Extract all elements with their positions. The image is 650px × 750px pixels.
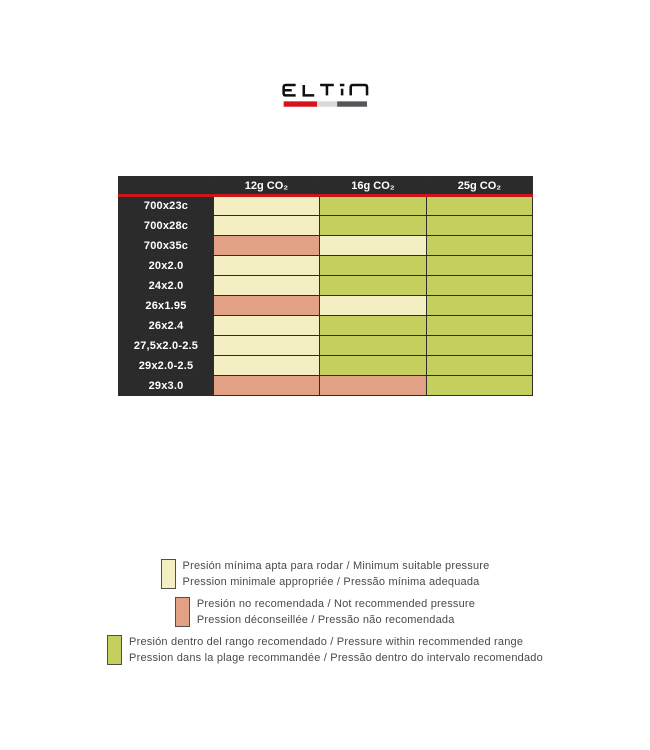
pressure-cell-rec: [320, 216, 427, 236]
logo-bar-dark: [337, 101, 367, 106]
table-row: [119, 316, 533, 336]
header-cell: 16g CO₂: [320, 177, 427, 196]
tire-size-label: 29x2.0-2.5: [119, 356, 214, 376]
tire-size-label: 700x35c: [119, 236, 214, 256]
pressure-cell-rec: [427, 256, 533, 276]
pressure-cell-not: [320, 376, 427, 396]
legend-text-line1: Presión mínima apta para rodar / Minimum suitable pressure: [182, 560, 490, 572]
table-body: [119, 196, 533, 396]
logo-bar-red: [284, 101, 317, 106]
logo-letter-n: [351, 85, 367, 95]
logo-bar-gray: [317, 101, 337, 106]
legend-swatch-min: [161, 559, 176, 589]
table-row: [119, 276, 533, 296]
legend-text: [129, 634, 543, 666]
pressure-cell-not: [214, 296, 320, 316]
legend-swatch-rec: [107, 635, 122, 665]
pressure-cell-min: [214, 276, 320, 296]
table-row: [119, 216, 533, 236]
co2-pressure-table: [118, 176, 533, 396]
pressure-cell-min: [214, 336, 320, 356]
pressure-cell-rec: [320, 276, 427, 296]
pressure-cell-rec: [427, 236, 533, 256]
legend-text: [197, 596, 475, 628]
pressure-cell-rec: [427, 276, 533, 296]
legend-item-min: [161, 558, 490, 590]
table-row: [119, 336, 533, 356]
legend-text-line2: Pression minimale appropriée / Pressão mínima adequada: [182, 576, 480, 588]
eltin-logo: [281, 82, 369, 113]
legend-item-rec: [107, 634, 543, 666]
pressure-cell-rec: [320, 316, 427, 336]
tire-size-label: 27,5x2.0-2.5: [119, 336, 214, 356]
pressure-cell-not: [214, 376, 320, 396]
tire-size-label: 26x1.95: [119, 296, 214, 316]
table-header-row: [119, 177, 533, 196]
pressure-cell-rec: [427, 296, 533, 316]
logo-letter-l: [304, 85, 314, 95]
header-cell: 12g CO₂: [214, 177, 320, 196]
pressure-cell-not: [214, 236, 320, 256]
legend-item-not: [175, 596, 475, 628]
header-corner-cell: [119, 177, 214, 196]
pressure-cell-min: [320, 296, 427, 316]
legend-text-line2: Pression dans la plage recommandée / Pressão dentro do intervalo recomendado: [129, 652, 543, 664]
tire-size-label: 24x2.0: [119, 276, 214, 296]
tire-size-label: 700x28c: [119, 216, 214, 236]
legend-text-line1: Presión dentro del rango recomendado / Pressure within recommended range: [129, 636, 524, 648]
logo-letter-t: [320, 85, 334, 95]
pressure-cell-rec: [427, 356, 533, 376]
pressure-cell-min: [320, 236, 427, 256]
table-row: [119, 356, 533, 376]
table-row: [119, 376, 533, 396]
pressure-cell-rec: [320, 356, 427, 376]
tire-size-label: 700x23c: [119, 196, 214, 216]
pressure-cell-rec: [427, 196, 533, 216]
pressure-cell-min: [214, 196, 320, 216]
pressure-cell-min: [214, 356, 320, 376]
legend-text: [183, 558, 490, 590]
pressure-cell-min: [214, 216, 320, 236]
table-row: [119, 196, 533, 216]
legend: [0, 558, 650, 666]
pressure-cell-rec: [320, 256, 427, 276]
table-row: [119, 236, 533, 256]
logo-letter-i: [340, 85, 344, 95]
legend-text-line2: Pression déconseillée / Pressão não recomendada: [196, 614, 455, 626]
pressure-cell-rec: [427, 316, 533, 336]
header-cell: 25g CO₂: [427, 177, 533, 196]
pressure-cell-rec: [427, 216, 533, 236]
pressure-cell-rec: [427, 336, 533, 356]
legend-swatch-not: [175, 597, 190, 627]
tire-size-label: 26x2.4: [119, 316, 214, 336]
pressure-cell-rec: [427, 376, 533, 396]
legend-text-line1: Presión no recomendada / Not recommended pressure: [196, 598, 476, 610]
table-row: [119, 256, 533, 276]
pressure-cell-rec: [320, 336, 427, 356]
table-row: [119, 296, 533, 316]
logo-letter-e: [284, 85, 296, 95]
eltin-logo-mark: [281, 82, 369, 108]
pressure-cell-rec: [320, 196, 427, 216]
pressure-cell-min: [214, 256, 320, 276]
tire-size-label: 29x3.0: [119, 376, 214, 396]
tire-size-label: 20x2.0: [119, 256, 214, 276]
pressure-cell-min: [214, 316, 320, 336]
